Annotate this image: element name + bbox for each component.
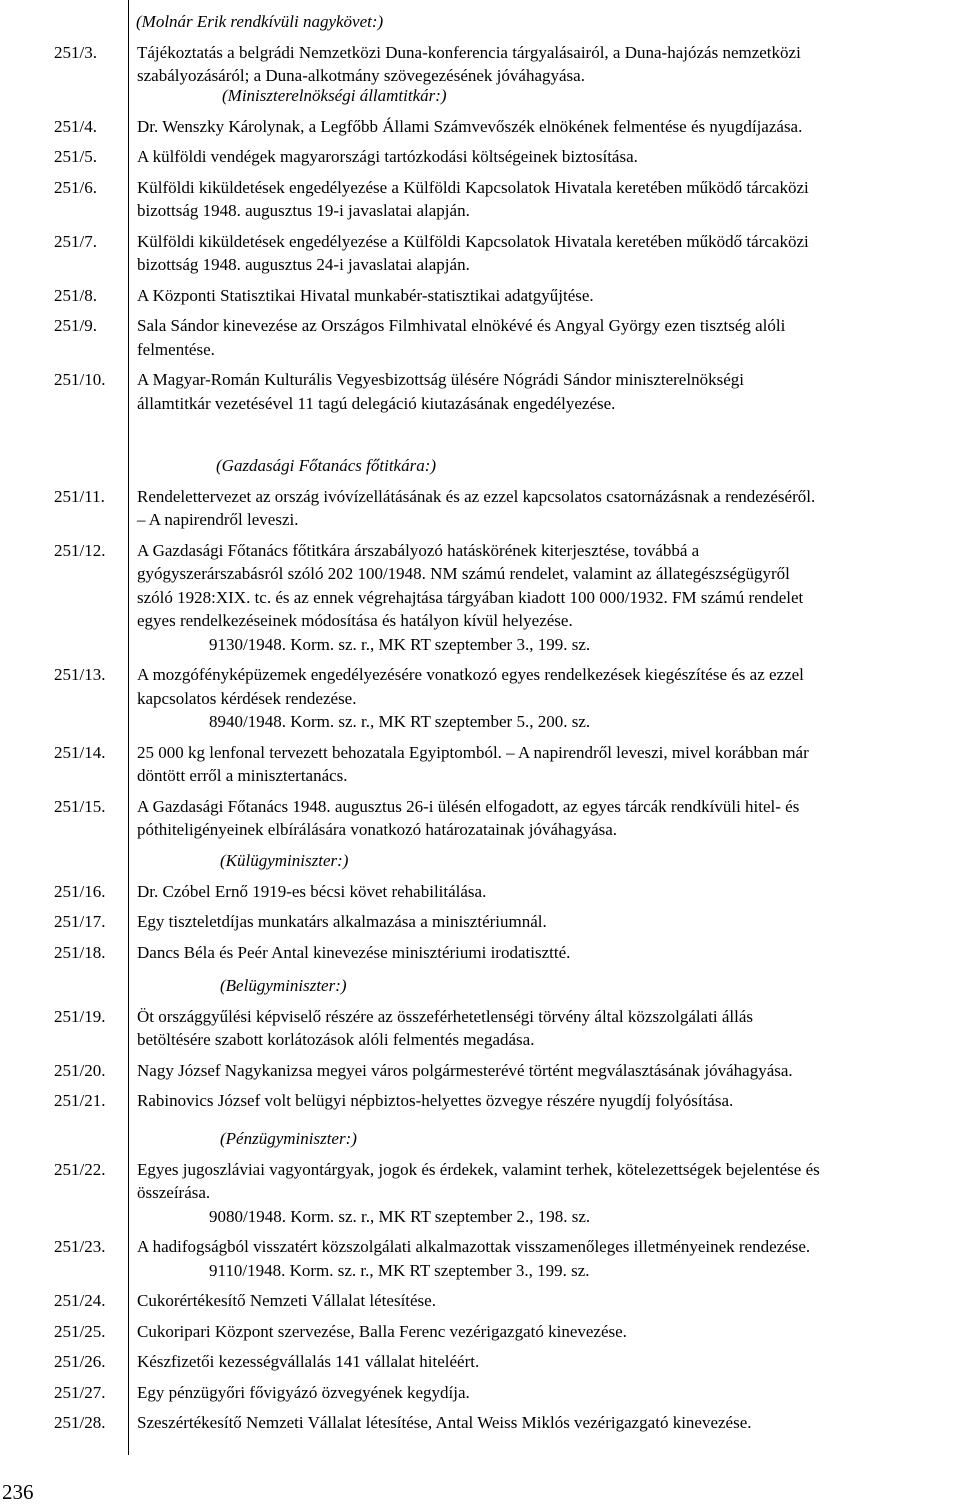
item-text-line: A mozgófényképüzemek engedélyezésére vonatkozó egyes rendelkezések kiegészítése és az ezzel — [137, 665, 804, 684]
item-text — [137, 230, 955, 277]
item-text-line: A Gazdasági Főtanács 1948. augusztus 26-i ülésén elfogadott, az egyes tárcák rendkívüli hitel- és — [137, 796, 800, 816]
item-text-line: Külföldi kiküldetések engedélyezése a Külföldi Kapcsolatok Hivatala keretében működő tárcaközi — [137, 177, 809, 197]
legal-reference: 9130/1948. Korm. sz. r., MK RT szeptember 3., 199. sz. — [209, 634, 591, 654]
item-text-line: államtitkár vezetésével 11 tagú delegáció kiutazásának engedélyezése. — [137, 393, 616, 413]
item-text — [137, 539, 955, 657]
item-text — [137, 910, 955, 934]
item-text-line: Külföldi kiküldetések engedélyezése a Külföldi Kapcsolatok Hivatala keretében működő tárcaközi — [137, 231, 809, 251]
item-text — [137, 1381, 955, 1405]
item-text — [137, 1235, 955, 1282]
item-text-line: A külföldi vendégek magyarországi tartózkodási költségeinek biztosítása. — [137, 147, 638, 166]
item-number: 251/15. — [54, 796, 106, 816]
item-text — [137, 368, 955, 415]
item-number: 251/4. — [54, 116, 97, 136]
item-text — [137, 1289, 955, 1313]
item-text-line: Egyes jugoszláviai vagyontárgyak, jogok és érdekek, valamint terhek, kötelezettségek bejelentése és — [137, 1159, 820, 1179]
legal-reference: 9080/1948. Korm. sz. r., MK RT szeptember 2., 198. sz. — [209, 1206, 591, 1226]
item-text — [137, 176, 955, 223]
section-heading: (Miniszterelnökségi államtitkár:) — [222, 86, 447, 105]
item-text-line: bizottság 1948. augusztus 24-i javaslatai alapján. — [137, 255, 470, 274]
item-text — [137, 314, 955, 361]
item-text-line: összeírása. — [137, 1183, 211, 1202]
item-text-line: egyes rendelkezéseinek módosítása és hatályon kívül helyezése. — [137, 611, 573, 630]
item-text — [137, 41, 955, 88]
item-text-line: A hadifogságból visszatért közszolgálati alkalmazottak visszamenőleges illetményeinek rendezése. — [137, 1237, 811, 1256]
item-text-line: Készfizetői kezességvállalás 141 vállalat hiteléért. — [137, 1352, 480, 1371]
item-text-line: döntött erről a minisztertanács. — [137, 766, 348, 785]
item-text-line: Tájékoztatás a belgrádi Nemzetközi Duna-konferencia tárgyalásairól, a Duna-hajózás nemzetközi — [137, 42, 801, 62]
margin-rule — [128, 0, 129, 1455]
legal-reference: 8940/1948. Korm. sz. r., MK RT szeptember 5., 200. sz. — [209, 712, 591, 731]
item-number: 251/6. — [54, 177, 97, 197]
item-number: 251/28. — [54, 1413, 106, 1432]
item-number: 251/19. — [54, 1006, 106, 1026]
item-text — [137, 1089, 955, 1113]
item-number: 251/21. — [54, 1091, 106, 1110]
item-number: 251/17. — [54, 912, 106, 931]
item-text — [137, 1320, 955, 1344]
item-text — [137, 1059, 955, 1083]
item-text-line: A Magyar-Román Kulturális Vegyesbizottság ülésére Nógrádi Sándor miniszterelnökségi — [137, 370, 744, 389]
item-text-line: Dr. Wenszky Károlynak, a Legfőbb Állami Számvevőszék elnökének felmentése és nyugdíjazása. — [137, 116, 803, 136]
item-text-line: Nagy József Nagykanizsa megyei város polgármesterévé történt megválasztásának jóváhagyása. — [137, 1060, 793, 1080]
item-text-line: Cukoripari Központ szervezése, Balla Ferenc vezérigazgató kinevezése. — [137, 1321, 627, 1341]
page-number: 236 — [2, 1480, 34, 1504]
item-number: 251/11. — [54, 486, 105, 506]
item-text-line: Rabinovics József volt belügyi népbiztos-helyettes özvegye részére nyugdíj folyósítása. — [137, 1091, 734, 1110]
item-number: 251/27. — [54, 1382, 106, 1402]
item-text-line: Dr. Czóbel Ernő 1919-es bécsi követ rehabilitálása. — [137, 881, 487, 901]
section-heading: (Pénzügyminiszter:) — [220, 1129, 357, 1148]
item-number: 251/18. — [54, 942, 106, 962]
item-text-line: Cukorértékesítő Nemzeti Vállalat létesítése. — [137, 1291, 436, 1310]
item-number: 251/16. — [54, 881, 106, 901]
item-number: 251/23. — [54, 1237, 106, 1256]
item-text — [137, 145, 955, 169]
item-text-line: betöltésére szabott korlátozások alóli felmentés megadása. — [137, 1030, 535, 1049]
item-number: 251/12. — [54, 540, 106, 560]
item-text — [137, 284, 955, 308]
item-text-line: szabályozásáról; a Duna-alkotmány szövegezésének jóváhagyása. — [137, 66, 585, 85]
item-text-line: A Gazdasági Főtanács főtitkára árszabályozó hatáskörének kiterjesztése, továbbá a — [137, 540, 700, 560]
item-text-line: kapcsolatos kérdések rendezése. — [137, 688, 357, 708]
item-text — [137, 1158, 955, 1229]
item-text-line: Egy tiszteletdíjas munkatárs alkalmazása a minisztériumnál. — [137, 912, 547, 931]
item-text — [137, 1350, 955, 1374]
item-text-line: Egy pénzügyőri fővigyázó özvegyének kegydíja. — [137, 1382, 470, 1402]
item-text — [137, 741, 955, 788]
item-text — [137, 941, 955, 965]
item-number: 251/10. — [54, 370, 106, 389]
item-text — [137, 663, 955, 734]
section-heading: (Molnár Erik rendkívüli nagykövet:) — [136, 12, 384, 31]
item-text — [137, 115, 955, 139]
item-text-line: – A napirendről leveszi. — [137, 510, 299, 529]
section-heading: (Belügyminiszter:) — [220, 976, 347, 995]
section-heading: (Gazdasági Főtanács főtitkára:) — [216, 456, 437, 475]
item-text-line: Rendelettervezet az ország ivóvízellátásának és az ezzel kapcsolatos csatornázásnak a rendezéséről. — [137, 486, 816, 506]
item-text-line: Dancs Béla és Peér Antal kinevezése minisztériumi irodatisztté. — [137, 942, 571, 962]
item-number: 251/22. — [54, 1159, 106, 1179]
item-number: 251/20. — [54, 1060, 106, 1080]
item-number: 251/26. — [54, 1352, 106, 1371]
item-text-line: Szeszértékesítő Nemzeti Vállalat létesítése, Antal Weiss Miklós vezérigazgató kinevezése. — [137, 1413, 752, 1432]
item-number: 251/5. — [54, 147, 97, 166]
item-text-line: bizottság 1948. augusztus 19-i javaslatai alapján. — [137, 201, 470, 220]
item-text — [137, 795, 955, 842]
item-number: 251/7. — [54, 231, 97, 251]
item-text-line: szóló 1928:XIX. tc. és az ennek végrehajtása tárgyában kiadott 100 000/1932. FM számú rendelet — [137, 587, 804, 607]
item-number: 251/13. — [54, 665, 106, 684]
item-text — [137, 1411, 955, 1435]
item-number: 251/24. — [54, 1291, 106, 1310]
item-number: 251/8. — [54, 285, 97, 305]
item-number: 251/9. — [54, 316, 97, 335]
item-text-line: póthiteligényeinek elbírálására vonatkozó határozatainak jóváhagyása. — [137, 820, 618, 839]
item-number: 251/3. — [54, 42, 97, 62]
item-text — [137, 485, 955, 532]
item-number: 251/14. — [54, 742, 106, 762]
item-text — [137, 1005, 955, 1052]
item-text-line: 25 000 kg lenfonal tervezett behozatala Egyiptomból. – A napirendről leveszi, mivel korábban már — [137, 742, 809, 762]
item-text-line: felmentése. — [137, 339, 215, 359]
section-heading: (Külügyminiszter:) — [220, 851, 349, 870]
item-text-line: Sala Sándor kinevezése az Országos Filmhivatal elnökévé és Angyal György ezen tisztség alóli — [137, 316, 786, 335]
legal-reference: 9110/1948. Korm. sz. r., MK RT szeptember 3., 199. sz. — [209, 1260, 590, 1280]
item-text-line: A Központi Statisztikai Hivatal munkabér-statisztikai adatgyűjtése. — [137, 285, 594, 305]
item-text-line: Öt országgyűlési képviselő részére az összeférhetetlenségi törvény által közszolgálati állás — [137, 1006, 754, 1026]
item-text — [137, 880, 955, 904]
item-text-line: gyógyszerárszabásról szóló 202 100/1948. NM számú rendelet, valamint az állategészségügyről — [137, 564, 790, 583]
item-number: 251/25. — [54, 1321, 106, 1341]
